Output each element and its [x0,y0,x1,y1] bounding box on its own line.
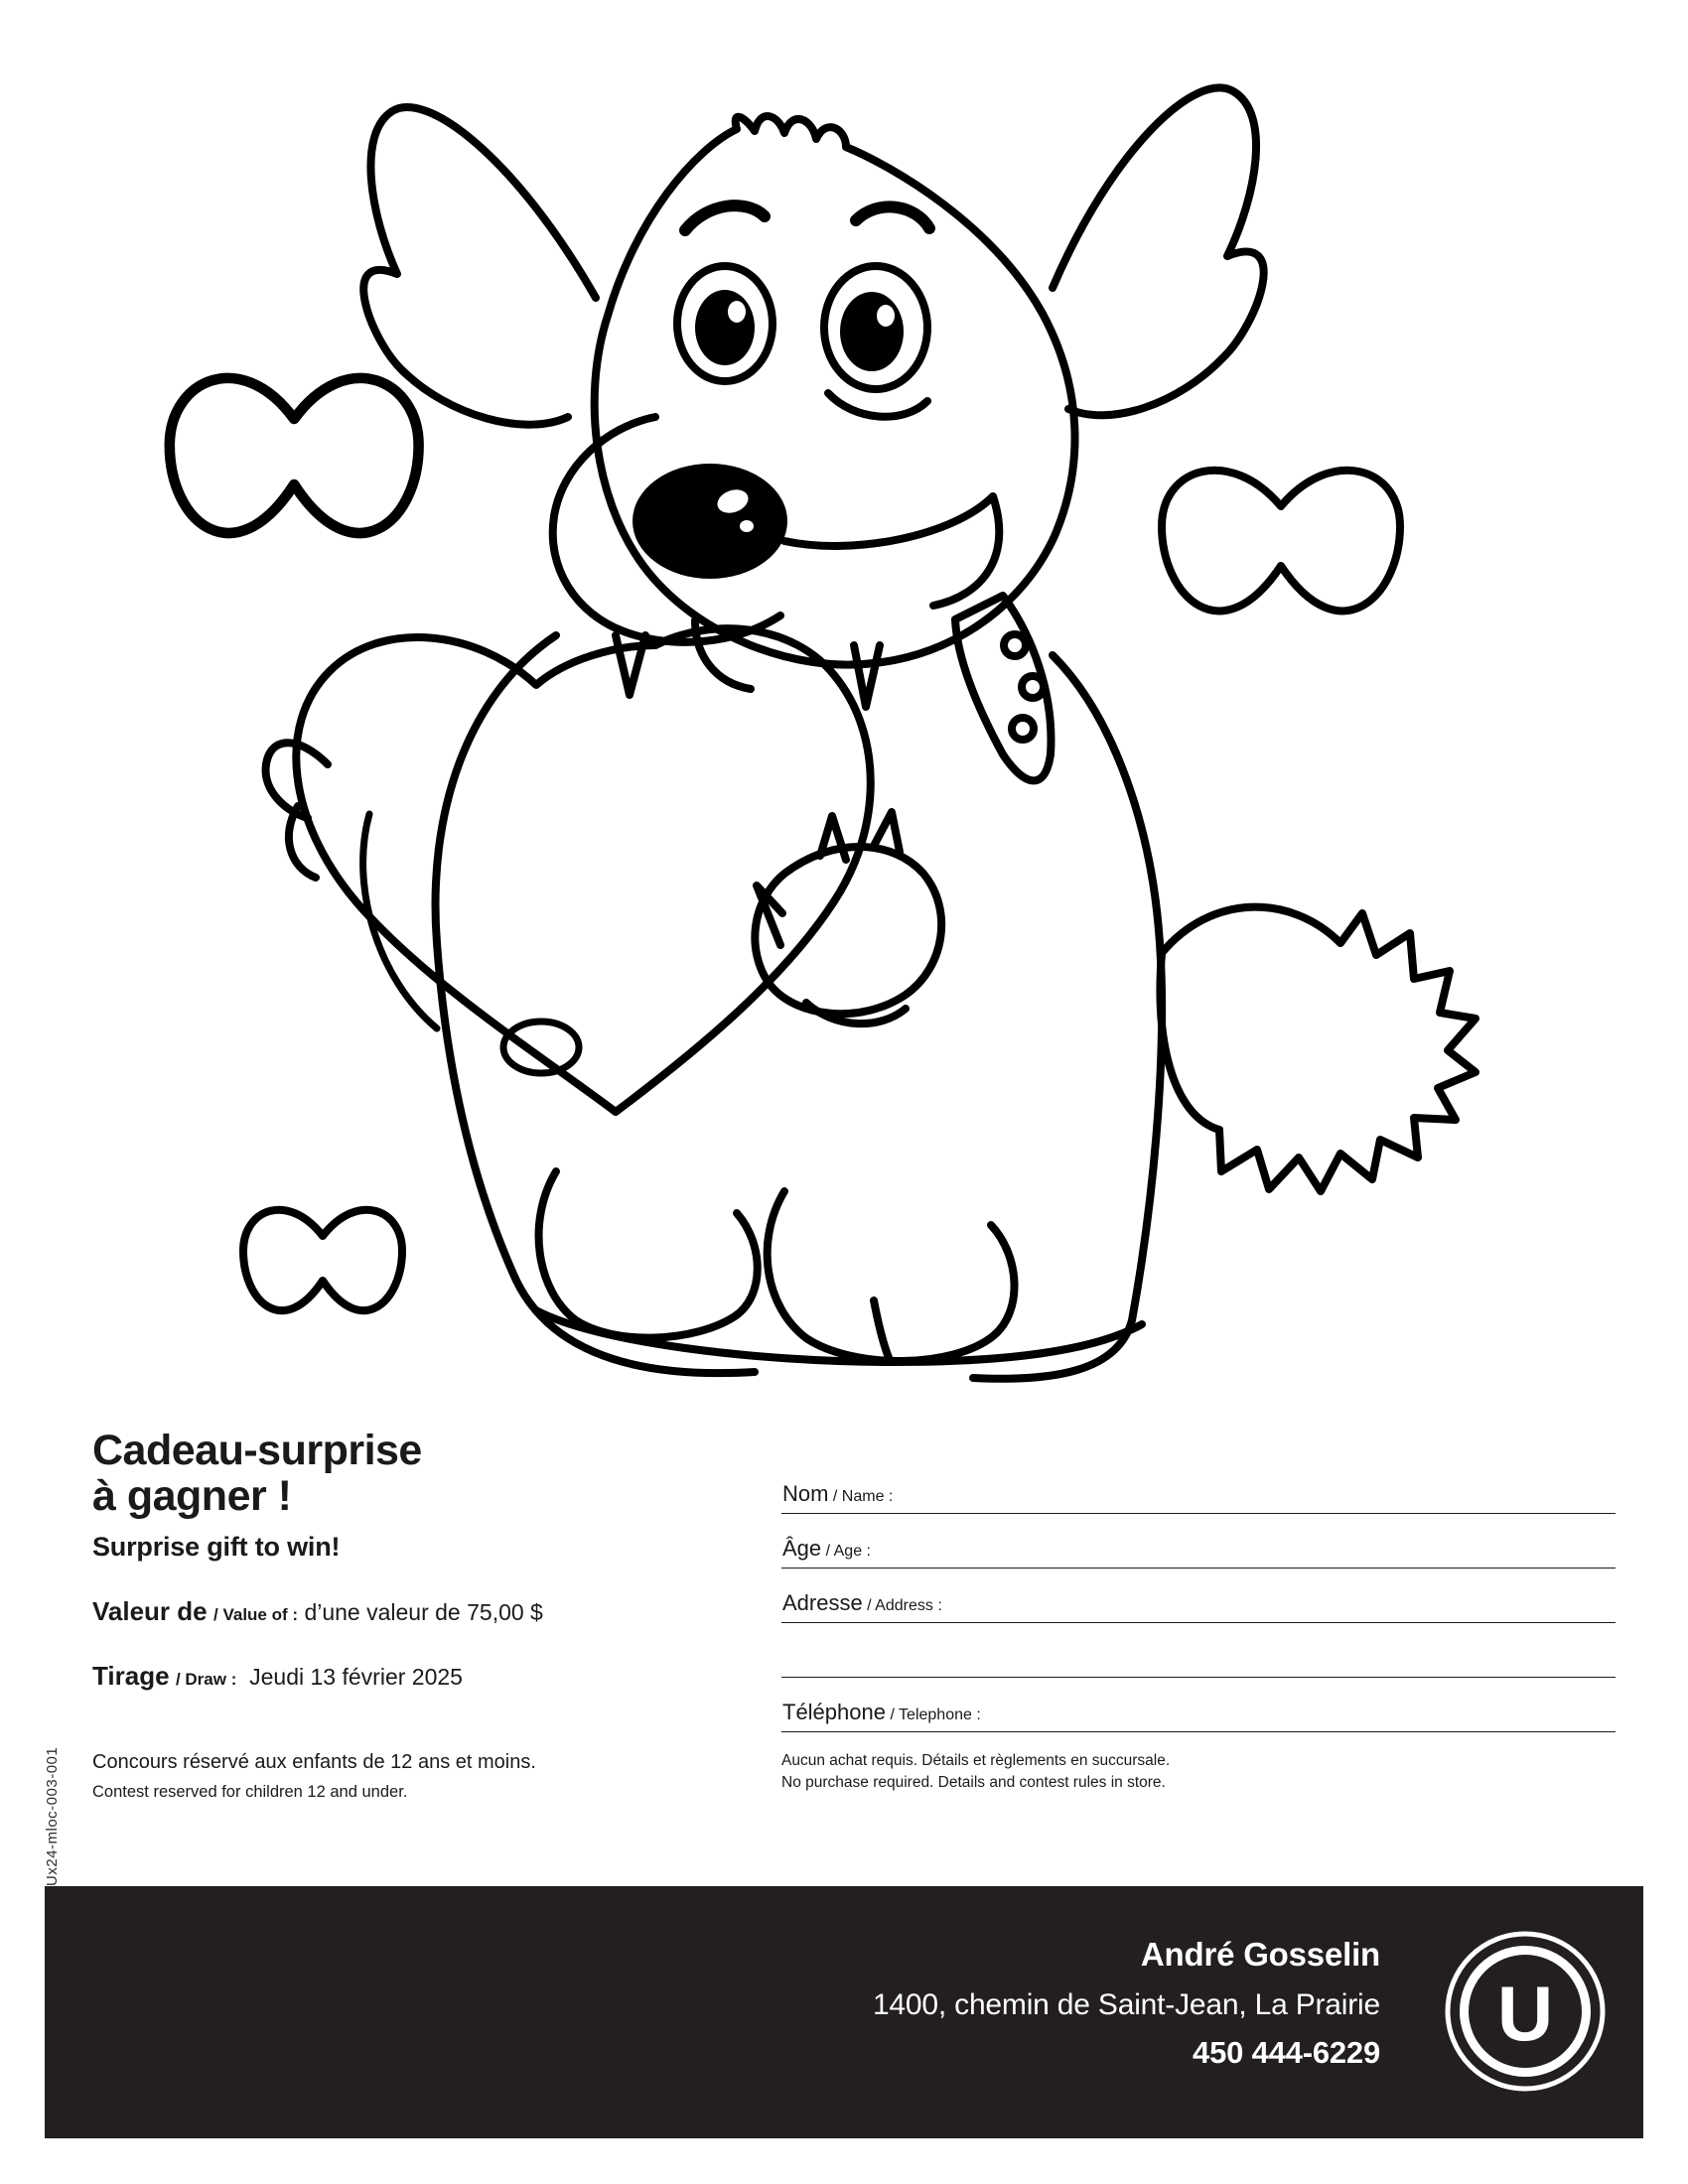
store-phone: 450 444-6229 [1193,2034,1380,2070]
field-age[interactable] [781,1514,1616,1569]
field-telephone-label-en: / Telephone : [890,1706,981,1723]
contest-notes [781,1750,1616,1795]
store-address [873,1985,1380,2024]
dog-ear-right [1053,87,1264,415]
contest-notes-fr: Aucun achat requis. Détails et règlements en succursale. [781,1752,1171,1769]
headline-line-1: Cadeau-surprise [92,1427,422,1474]
store-name: André Gosselin [1140,1936,1380,1973]
dog-paws [539,1171,1015,1361]
field-age-label-en: / Age : [825,1543,871,1560]
uniprix-logo-icon [1445,1931,1606,2092]
prize-value-label-en: / Value of : [213,1605,299,1624]
field-name-label-fr: Nom [782,1481,829,1506]
eligibility-rules-en: Contest reserved for children 12 and under. [92,1783,408,1802]
eligibility-rules-fr: Concours réservé aux enfants de 12 ans et moins. [92,1751,536,1774]
draw-date-row [92,1661,728,1692]
contest-notes-en: No purchase required. Details and contest rules in store. [781,1774,1166,1792]
draw-label-en: / Draw : [175,1670,237,1690]
draw-label-fr: Tirage [92,1661,170,1692]
dog-eye-right [824,266,927,417]
field-address-label-fr: Adresse [782,1590,863,1615]
field-address[interactable] [781,1569,1616,1623]
draw-date-value: Jeudi 13 février 2025 [249,1664,463,1691]
promo-text-block [92,1428,728,1804]
logo-letter: U [1496,1970,1554,2057]
field-telephone-label-fr: Téléphone [782,1700,886,1724]
dog-ear-left [363,107,596,425]
prize-value-row [92,1596,728,1627]
heart-decoration-left-lower [243,1210,402,1310]
dog-nose [633,464,787,579]
eligibility-rules [92,1749,728,1803]
store-address-street: 1400, chemin de Saint-Jean, [872,1987,1247,2021]
dog-eye-left [677,266,773,381]
dog-collar [955,596,1051,780]
footer-bar [45,1886,1643,2138]
field-telephone[interactable] [781,1678,1616,1732]
field-name-label-en: / Name : [832,1488,894,1505]
prize-value-amount: d’une valeur de 75,00 $ [304,1599,543,1625]
field-age-label-fr: Âge [782,1536,822,1561]
field-address-line-2[interactable] [781,1623,1616,1678]
store-address-city: La Prairie [1254,1987,1380,2021]
heart-decoration-right [1162,471,1400,612]
field-name[interactable] [781,1459,1616,1514]
headline-line-2: à gagner ! [92,1472,292,1520]
dog-eyebrows [685,205,929,230]
entry-form[interactable] [781,1459,1616,1795]
dog-tail [1160,907,1476,1191]
field-address-label-en: / Address : [867,1597,942,1614]
page-title [92,1428,728,1519]
page-subtitle: Surprise gift to win! [92,1532,341,1562]
prize-value-label-fr: Valeur de [92,1596,208,1626]
heart-decoration-left-upper [170,378,419,533]
store-info [873,1934,1380,2073]
document-reference-code: Ux24-mloc-003-001 [44,1746,61,1886]
